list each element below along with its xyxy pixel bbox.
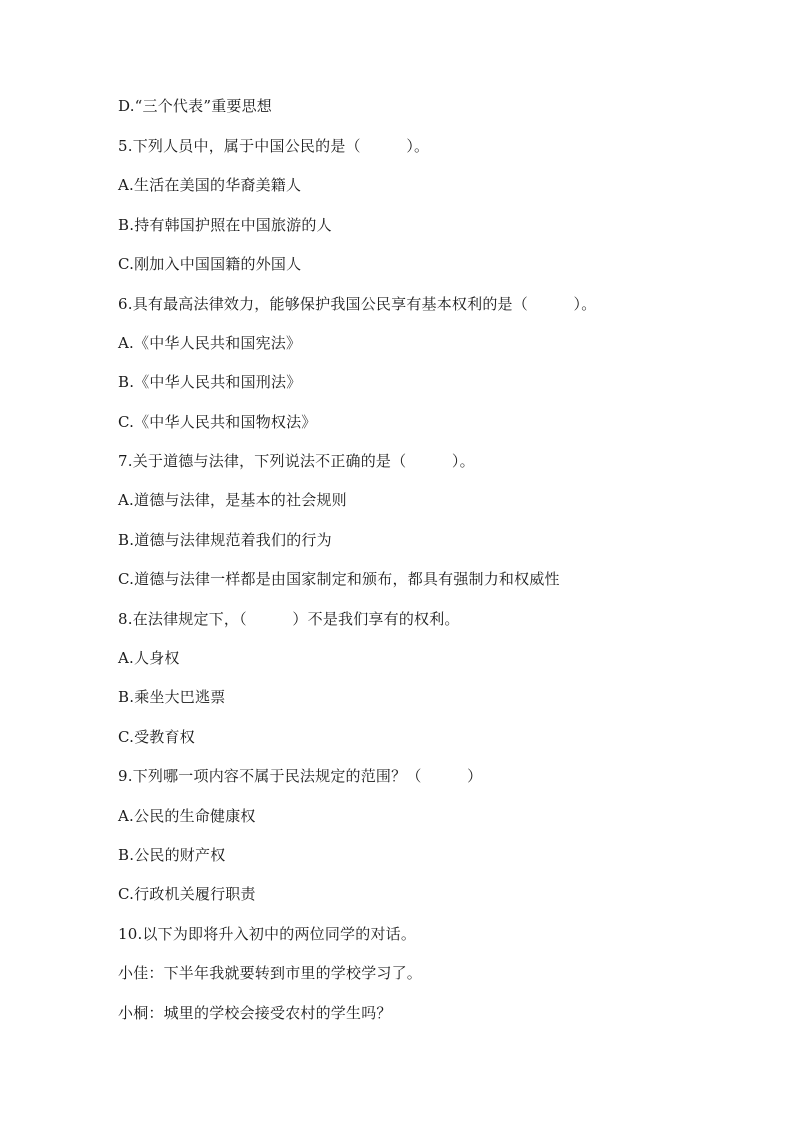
option-a-q5: A.生活在美国的华裔美籍人 bbox=[118, 176, 302, 194]
question-5: 5.下列人员中，属于中国公民的是（ ）。 bbox=[118, 137, 430, 155]
question-6: 6.具有最高法律效力，能够保护我国公民享有基本权利的是（ ）。 bbox=[118, 295, 597, 313]
option-a-q7: A.道德与法律，是基本的社会规则 bbox=[118, 491, 347, 509]
option-c-q8: C.受教育权 bbox=[118, 728, 195, 746]
dialogue-xiaojia: 小佳：下半年我就要转到市里的学校学习了。 bbox=[118, 964, 423, 982]
option-b-q7: B.道德与法律规范着我们的行为 bbox=[118, 531, 332, 549]
option-a-q9: A.公民的生命健康权 bbox=[118, 807, 256, 825]
option-b-q8: B.乘坐大巴逃票 bbox=[118, 688, 226, 706]
question-8: 8.在法律规定下，（ ）不是我们享有的权利。 bbox=[118, 610, 460, 628]
option-b-q9: B.公民的财产权 bbox=[118, 846, 226, 864]
option-a-q8: A.人身权 bbox=[118, 649, 180, 667]
question-10: 10.以下为即将升入初中的两位同学的对话。 bbox=[118, 925, 417, 943]
option-b-q6: B.《中华人民共和国刑法》 bbox=[118, 373, 302, 391]
option-a-q6: A.《中华人民共和国宪法》 bbox=[118, 334, 302, 352]
option-d-q4: D.“三个代表”重要思想 bbox=[118, 97, 272, 115]
option-c-q5: C.刚加入中国国籍的外国人 bbox=[118, 255, 302, 273]
question-7: 7.关于道德与法律，下列说法不正确的是（ ）。 bbox=[118, 452, 475, 470]
option-c-q9: C.行政机关履行职责 bbox=[118, 885, 256, 903]
option-c-q6: C.《中华人民共和国物权法》 bbox=[118, 413, 317, 431]
question-9: 9.下列哪一项内容不属于民法规定的范围？（ ） bbox=[118, 767, 483, 785]
option-b-q5: B.持有韩国护照在中国旅游的人 bbox=[118, 216, 332, 234]
dialogue-xiaotong: 小桐：城里的学校会接受农村的学生吗？ bbox=[118, 1004, 392, 1022]
option-c-q7: C.道德与法律一样都是由国家制定和颁布，都具有强制力和权威性 bbox=[118, 570, 560, 588]
